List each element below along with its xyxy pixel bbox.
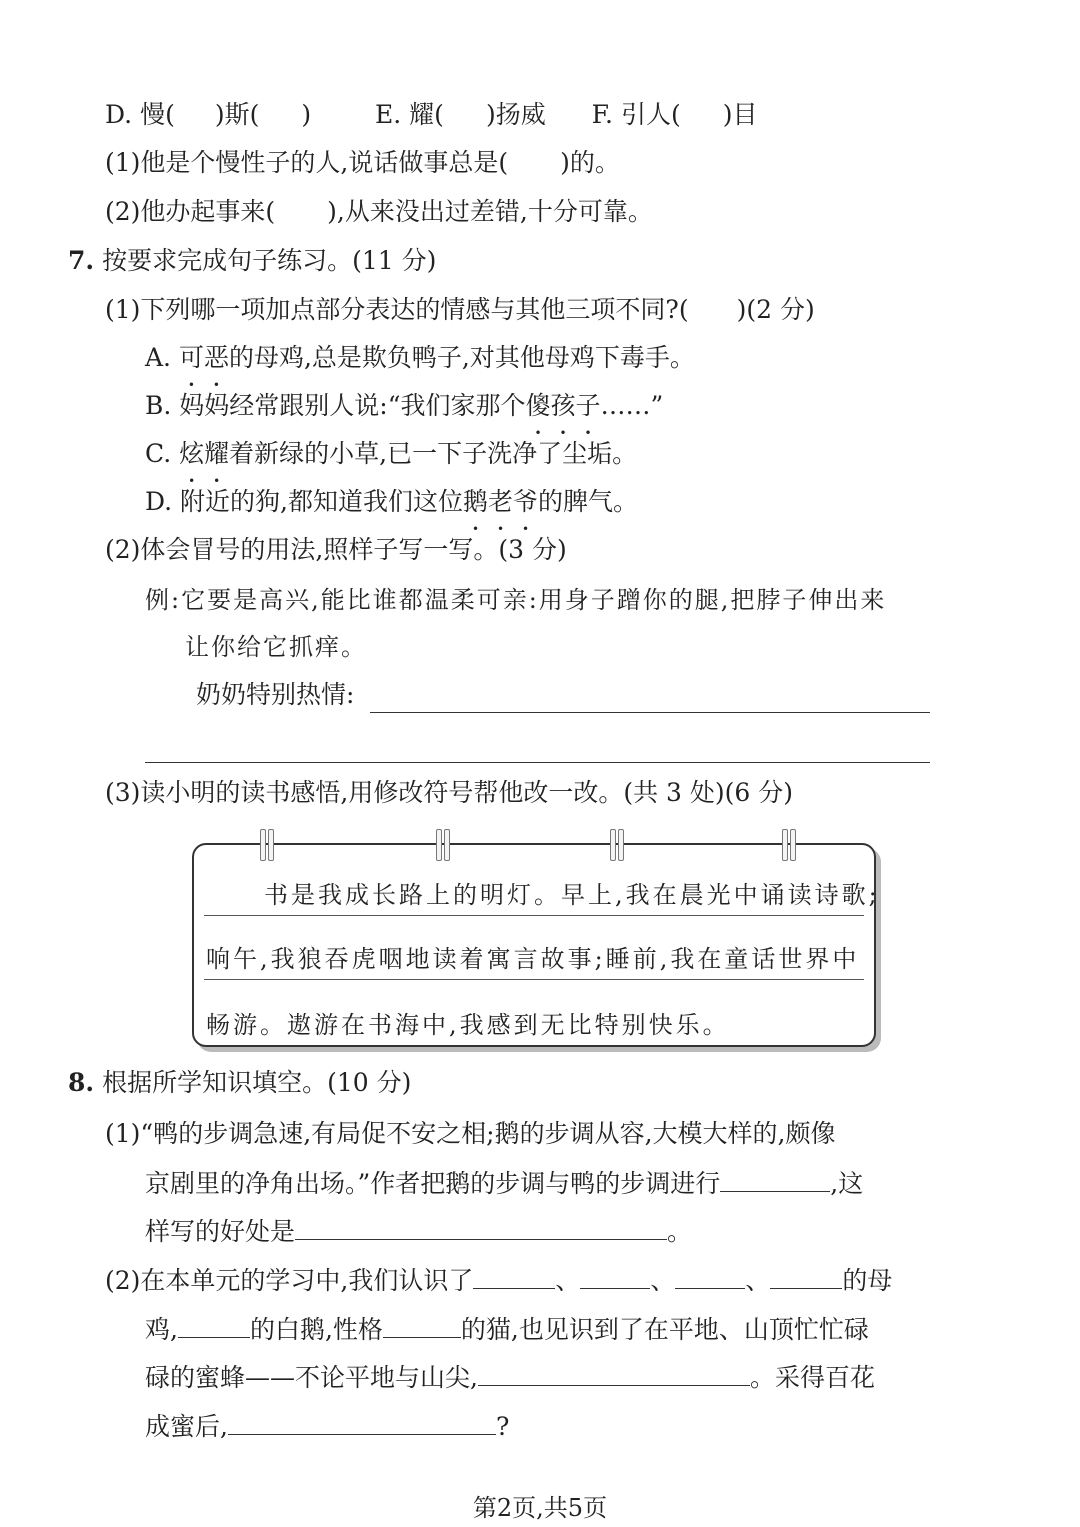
dotted-char: 耀 xyxy=(204,439,230,468)
idiom-f-part2: )目 xyxy=(722,100,758,129)
q8-p1-blank-1[interactable] xyxy=(720,1165,830,1192)
dotted-char: 傻 xyxy=(525,391,551,420)
q7-p1-score: )(2 分) xyxy=(736,295,815,324)
q7-p2-answer-line-2[interactable] xyxy=(145,762,930,763)
q8-p2-blank-8[interactable] xyxy=(228,1408,496,1435)
q8-p2-line2-end: 的猫,也见识到了在平地、山顶忙忙碌 xyxy=(460,1315,869,1344)
q8-p1-line3 xyxy=(145,1213,692,1249)
q8-p1-line3-end: 。 xyxy=(667,1217,693,1246)
idiom-d-part2: )斯( xyxy=(214,100,260,129)
dotted-char: 炫 xyxy=(179,439,205,468)
dotted-char: 子 xyxy=(575,391,601,420)
q7-option-b xyxy=(145,389,663,423)
q7-number: 7. xyxy=(68,246,95,275)
q7-p2-stem: (2)体会冒号的用法,照样子写一写。(3 分) xyxy=(105,535,567,564)
q8-p2-blank-6[interactable] xyxy=(383,1311,461,1338)
option-b-text: B. 妈妈经常跟别人说:“我们家那个 xyxy=(145,391,526,420)
dotted-char: 老 xyxy=(488,487,514,516)
q7-p2-example-line1: 例:它要是高兴,能比谁都温柔可亲:用身子蹭你的腿,把脖子伸出来 xyxy=(145,586,887,614)
q8-p2-line2-mid: 的白鹅,性格 xyxy=(249,1315,383,1344)
note-line-2: 响午,我狼吞虎咽地读着寓言故事;睡前,我在童话世界中 xyxy=(206,945,860,973)
q7-p3-stem: (3)读小明的读书感悟,用修改符号帮他改一改。(共 3 处)(6 分) xyxy=(105,778,794,807)
q7-option-d xyxy=(145,485,638,519)
idiom-d-part3: ) xyxy=(301,100,312,129)
q6-s1-start: (1)他是个慢性子的人,说话做事总是( xyxy=(105,148,509,177)
binder-ring xyxy=(610,829,624,859)
q8-p2-line1-end: 的母 xyxy=(842,1266,893,1295)
q7-title: 按要求完成句子练习。(11 分) xyxy=(102,246,437,275)
q7-p1-stem xyxy=(105,293,815,327)
idiom-e-part1: 耀( xyxy=(409,100,444,129)
note-rule-2 xyxy=(204,979,864,980)
option-a-text: 的母鸡,总是欺负鸭子,对其他母鸡下毒手。 xyxy=(228,343,695,372)
q8-p2-blank-5[interactable] xyxy=(178,1311,250,1338)
q6-s1-end: )的。 xyxy=(560,148,620,177)
q7-option-c xyxy=(145,437,637,471)
q8-p2-blank-2[interactable] xyxy=(580,1262,650,1289)
q8-title: 根据所学知识填空。(10 分) xyxy=(102,1068,412,1097)
q8-p2-line2 xyxy=(145,1311,869,1347)
q7-p2-prompt: 奶奶特别热情: xyxy=(196,680,355,709)
q8-heading xyxy=(68,1066,411,1100)
dotted-char: 恶 xyxy=(203,343,229,372)
q8-p1-line2-text: 京剧里的净角出场。”作者把鹅的步调与鸭的步调进行 xyxy=(145,1169,721,1198)
q7-heading xyxy=(68,244,436,278)
q8-p1-line2 xyxy=(145,1165,863,1201)
q6-sentence-1 xyxy=(105,146,620,180)
dotted-char: 鹅 xyxy=(463,487,489,516)
idiom-d-label: D. xyxy=(105,100,133,129)
q7-p1-stem-text: (1)下列哪一项加点部分表达的情感与其他三项不同?( xyxy=(105,295,689,324)
q6-s2-end: ),从来没出过差错,十分可靠。 xyxy=(327,197,653,226)
q8-p2-line3-end: 。采得百花 xyxy=(749,1363,875,1392)
separator: 、 xyxy=(745,1266,771,1295)
q8-number: 8. xyxy=(68,1068,95,1097)
q8-p2-line3 xyxy=(145,1359,875,1395)
q6-sentence-2 xyxy=(105,195,653,229)
option-d-text: D. 附近的狗,都知道我们这位 xyxy=(145,487,463,516)
option-c-label: C. xyxy=(145,439,180,468)
idiom-options-row xyxy=(105,98,758,132)
q8-p2-line2-start: 鸡, xyxy=(145,1315,178,1344)
reading-note-box xyxy=(192,843,880,1047)
q8-p2-line4 xyxy=(145,1408,509,1444)
idiom-f-part1: 引人( xyxy=(620,100,681,129)
dotted-char: 可 xyxy=(178,343,204,372)
note-line-3: 畅游。遨游在书海中,我感到无比特别快乐。 xyxy=(206,1011,730,1039)
q7-p2-example-line2: 让你给它抓痒。 xyxy=(185,633,367,661)
dotted-char: 爷 xyxy=(513,487,539,516)
page-number-footer: 第2页,共5页 xyxy=(472,1494,608,1522)
binder-ring xyxy=(782,829,796,859)
q8-p2-line4-end: ? xyxy=(495,1412,510,1441)
binder-ring xyxy=(260,829,274,859)
q8-p1-line3-text: 样写的好处是 xyxy=(145,1217,296,1246)
q8-p1-line1: (1)“鸭的步调急速,有局促不安之相;鹅的步调从容,大模大样的,颇像 xyxy=(105,1119,836,1148)
idiom-e-label: E. xyxy=(375,100,402,129)
q8-p1-line2-end: ,这 xyxy=(830,1169,864,1198)
q8-p2-line1 xyxy=(105,1262,892,1298)
option-a-label: A. xyxy=(145,343,179,372)
binder-ring xyxy=(436,829,450,859)
separator: 、 xyxy=(650,1266,676,1295)
option-c-text: 着新绿的小草,已一下子洗净了尘垢。 xyxy=(229,439,638,468)
idiom-e-part2: )扬威 xyxy=(485,100,546,129)
dotted-char: 孩 xyxy=(550,391,576,420)
q8-p2-line4-text: 成蜜后, xyxy=(145,1412,228,1441)
idiom-d-part1: 慢( xyxy=(140,100,175,129)
q8-p1-blank-2[interactable] xyxy=(295,1213,667,1240)
q6-s2-start: (2)他办起事来( xyxy=(105,197,276,226)
note-line-1: 书是我成长路上的明灯。早上,我在晨光中诵读诗歌; xyxy=(264,881,880,909)
q8-p2-blank-4[interactable] xyxy=(770,1262,842,1289)
option-b-end: ……” xyxy=(600,391,664,420)
option-d-end: 的脾气。 xyxy=(538,487,639,516)
q8-p2-blank-1[interactable] xyxy=(473,1262,555,1289)
q8-p2-line3-text: 碌的蜜蜂——不论平地与山尖, xyxy=(145,1363,478,1392)
idiom-f-label: F. xyxy=(591,100,614,129)
q7-option-a xyxy=(145,341,695,375)
separator: 、 xyxy=(555,1266,581,1295)
q8-p2-blank-7[interactable] xyxy=(478,1359,750,1386)
q7-p2-answer-line-1[interactable] xyxy=(370,712,930,713)
q8-p2-line1-text: (2)在本单元的学习中,我们认识了 xyxy=(105,1266,474,1295)
note-rule-1 xyxy=(204,915,864,916)
q8-p2-blank-3[interactable] xyxy=(675,1262,745,1289)
